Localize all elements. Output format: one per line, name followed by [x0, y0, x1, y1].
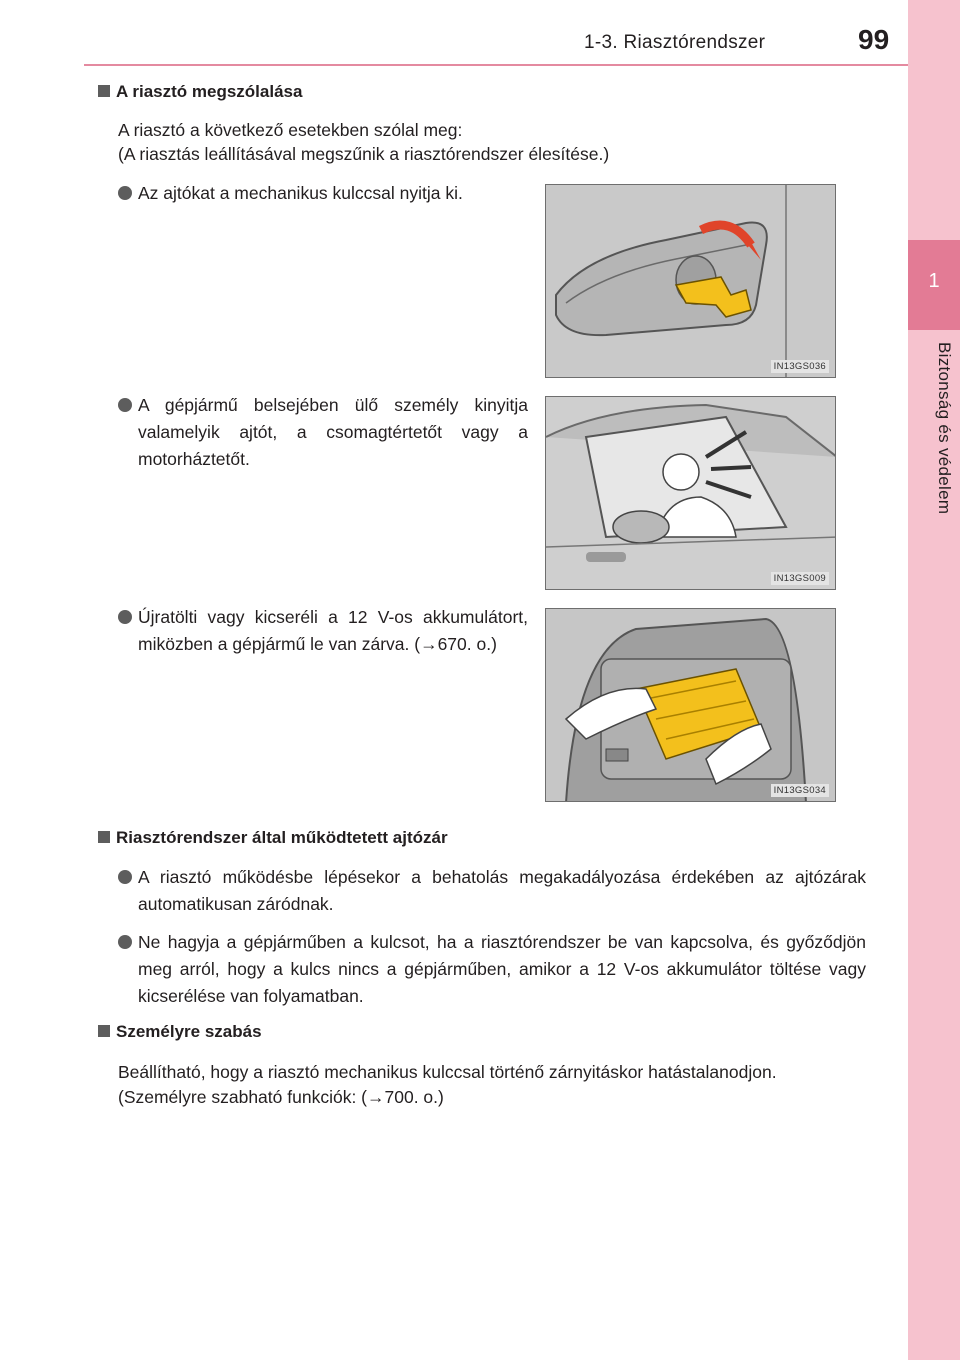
header-rule [84, 64, 908, 66]
section-heading-door-lock: Riasztórendszer által működtetett ajtózár [98, 828, 448, 848]
chapter-label: Biztonság és védelem [935, 342, 954, 515]
bullet-item: Újratölti vagy kicseréli a 12 V-os akkumulátort, miközben a gépjármű le van zárva. (→670. o.) [138, 604, 528, 658]
round-bullet-icon [118, 398, 132, 412]
round-bullet-icon [118, 870, 132, 884]
section-heading-customization: Személyre szabás [98, 1022, 262, 1042]
round-bullet-icon [118, 935, 132, 949]
bullet-item: A gépjármű belsejében ülő személy kinyitja valamelyik ajtót, a csomagtértetőt vagy a motorháztetőt. [138, 392, 528, 473]
bullet-item: A riasztó működésbe lépésekor a behatolás megakadályozása érdekében az ajtózárak automatikusan záródnak. [138, 864, 866, 918]
chapter-number: 1 [908, 240, 960, 330]
customization-line-1: Beállítható, hogy a riasztó mechanikus kulccsal történő zárnyitáskor hatástalanodjon. [118, 1062, 777, 1082]
battery-replacement-icon [546, 609, 836, 802]
chapter-side-tab [908, 0, 960, 1360]
page-number: 99 [858, 24, 890, 55]
person-in-car-icon [546, 397, 836, 590]
bullet-item: Az ajtókat a mechanikus kulccsal nyitja ki. [138, 180, 528, 207]
illustration-door-key [545, 184, 836, 378]
illustration-code: IN13GS036 [771, 360, 829, 373]
illustration-battery-replacement [545, 608, 836, 802]
intro-line-1: A riasztó a következő esetekben szólal meg: [118, 120, 463, 140]
round-bullet-icon [118, 186, 132, 200]
square-bullet-icon [98, 831, 110, 843]
customization-line-2: (Személyre szabható funkciók: (→700. o.) [118, 1087, 444, 1107]
intro-line-2: (A riasztás leállításával megszűnik a riasztórendszer élesítése.) [118, 144, 610, 164]
illustration-code: IN13GS034 [771, 784, 829, 797]
round-bullet-icon [118, 610, 132, 624]
key-in-door-lock-icon [546, 185, 836, 378]
bullet-item: Ne hagyja a gépjárműben a kulcsot, ha a riasztórendszer be van kapcsolva, és győződjön meg arról, hogy a kulcs nincs a gépjárműben, amikor a 12 V-os akkumulátor töltése vagy kicserélése van folyamatban. [138, 929, 866, 1010]
page-header [0, 0, 908, 66]
illustration-person-in-car [545, 396, 836, 590]
section-title: 1-3. Riasztórendszer [584, 32, 766, 53]
square-bullet-icon [98, 1025, 110, 1037]
square-bullet-icon [98, 85, 110, 97]
illustration-code: IN13GS009 [771, 572, 829, 585]
section-heading-alarm-trigger: A riasztó megszólalása [98, 82, 302, 102]
